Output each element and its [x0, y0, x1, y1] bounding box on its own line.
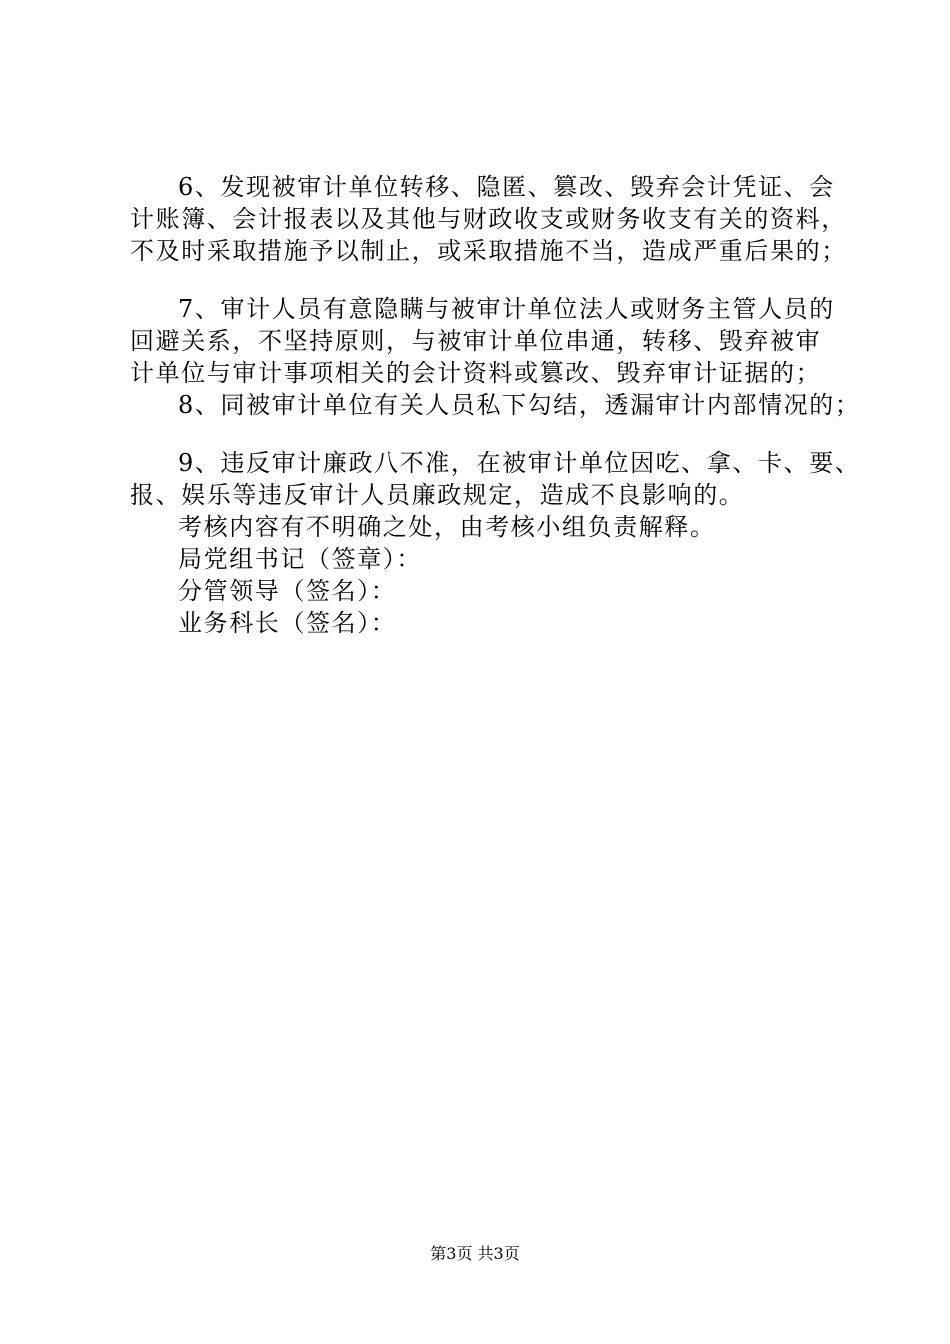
clause-9-line-1: 9、违反审计廉政八不准，在被审计单位因吃、拿、卡、要、: [178, 449, 861, 477]
signature-section-chief: 业务科长（签名）：: [178, 609, 397, 637]
clause-7: [130, 293, 850, 389]
clause-6-line-3: 不及时采取措施予以制止，或采取措施不当，造成严重后果的；: [130, 237, 847, 265]
clause-7-line-1: 7、审计人员有意隐瞒与被审计单位法人或财务主管人员的: [178, 295, 835, 323]
clause-7-line-3: 计单位与审计事项相关的会计资料或篡改、毁弃审计证据的；: [130, 359, 822, 387]
clause-6: [130, 171, 850, 267]
page-number-footer: 第3页 共3页: [430, 1244, 520, 1263]
clause-6-line-2: 计账簿、会计报表以及其他与财政收支或财务收支有关的资料，: [130, 205, 847, 233]
signature-block: [130, 543, 850, 639]
interpretation-note: 考核内容有不明确之处，由考核小组负责解释。: [178, 513, 716, 541]
clause-7-line-2: 回避关系，不坚持原则，与被审计单位串通，转移、毁弃被审: [130, 327, 822, 355]
clause-6-line-1: 6、发现被审计单位转移、隐匿、篡改、毁弃会计凭证、会: [178, 173, 835, 201]
clause-9: [130, 447, 861, 511]
clause-8-line-1: 8、同被审计单位有关人员私下勾结，透漏审计内部情况的；: [178, 391, 861, 419]
signature-supervising-leader: 分管领导（签名）：: [178, 577, 397, 605]
signature-party-secretary: 局党组书记（签章）：: [178, 545, 422, 573]
clause-9-line-2: 报、娱乐等违反审计人员廉政规定，造成不良影响的。: [130, 481, 745, 509]
clause-8: [130, 389, 861, 421]
paragraph-gap: [130, 421, 850, 447]
paragraph-gap: [130, 267, 850, 293]
document-body: [130, 171, 861, 639]
